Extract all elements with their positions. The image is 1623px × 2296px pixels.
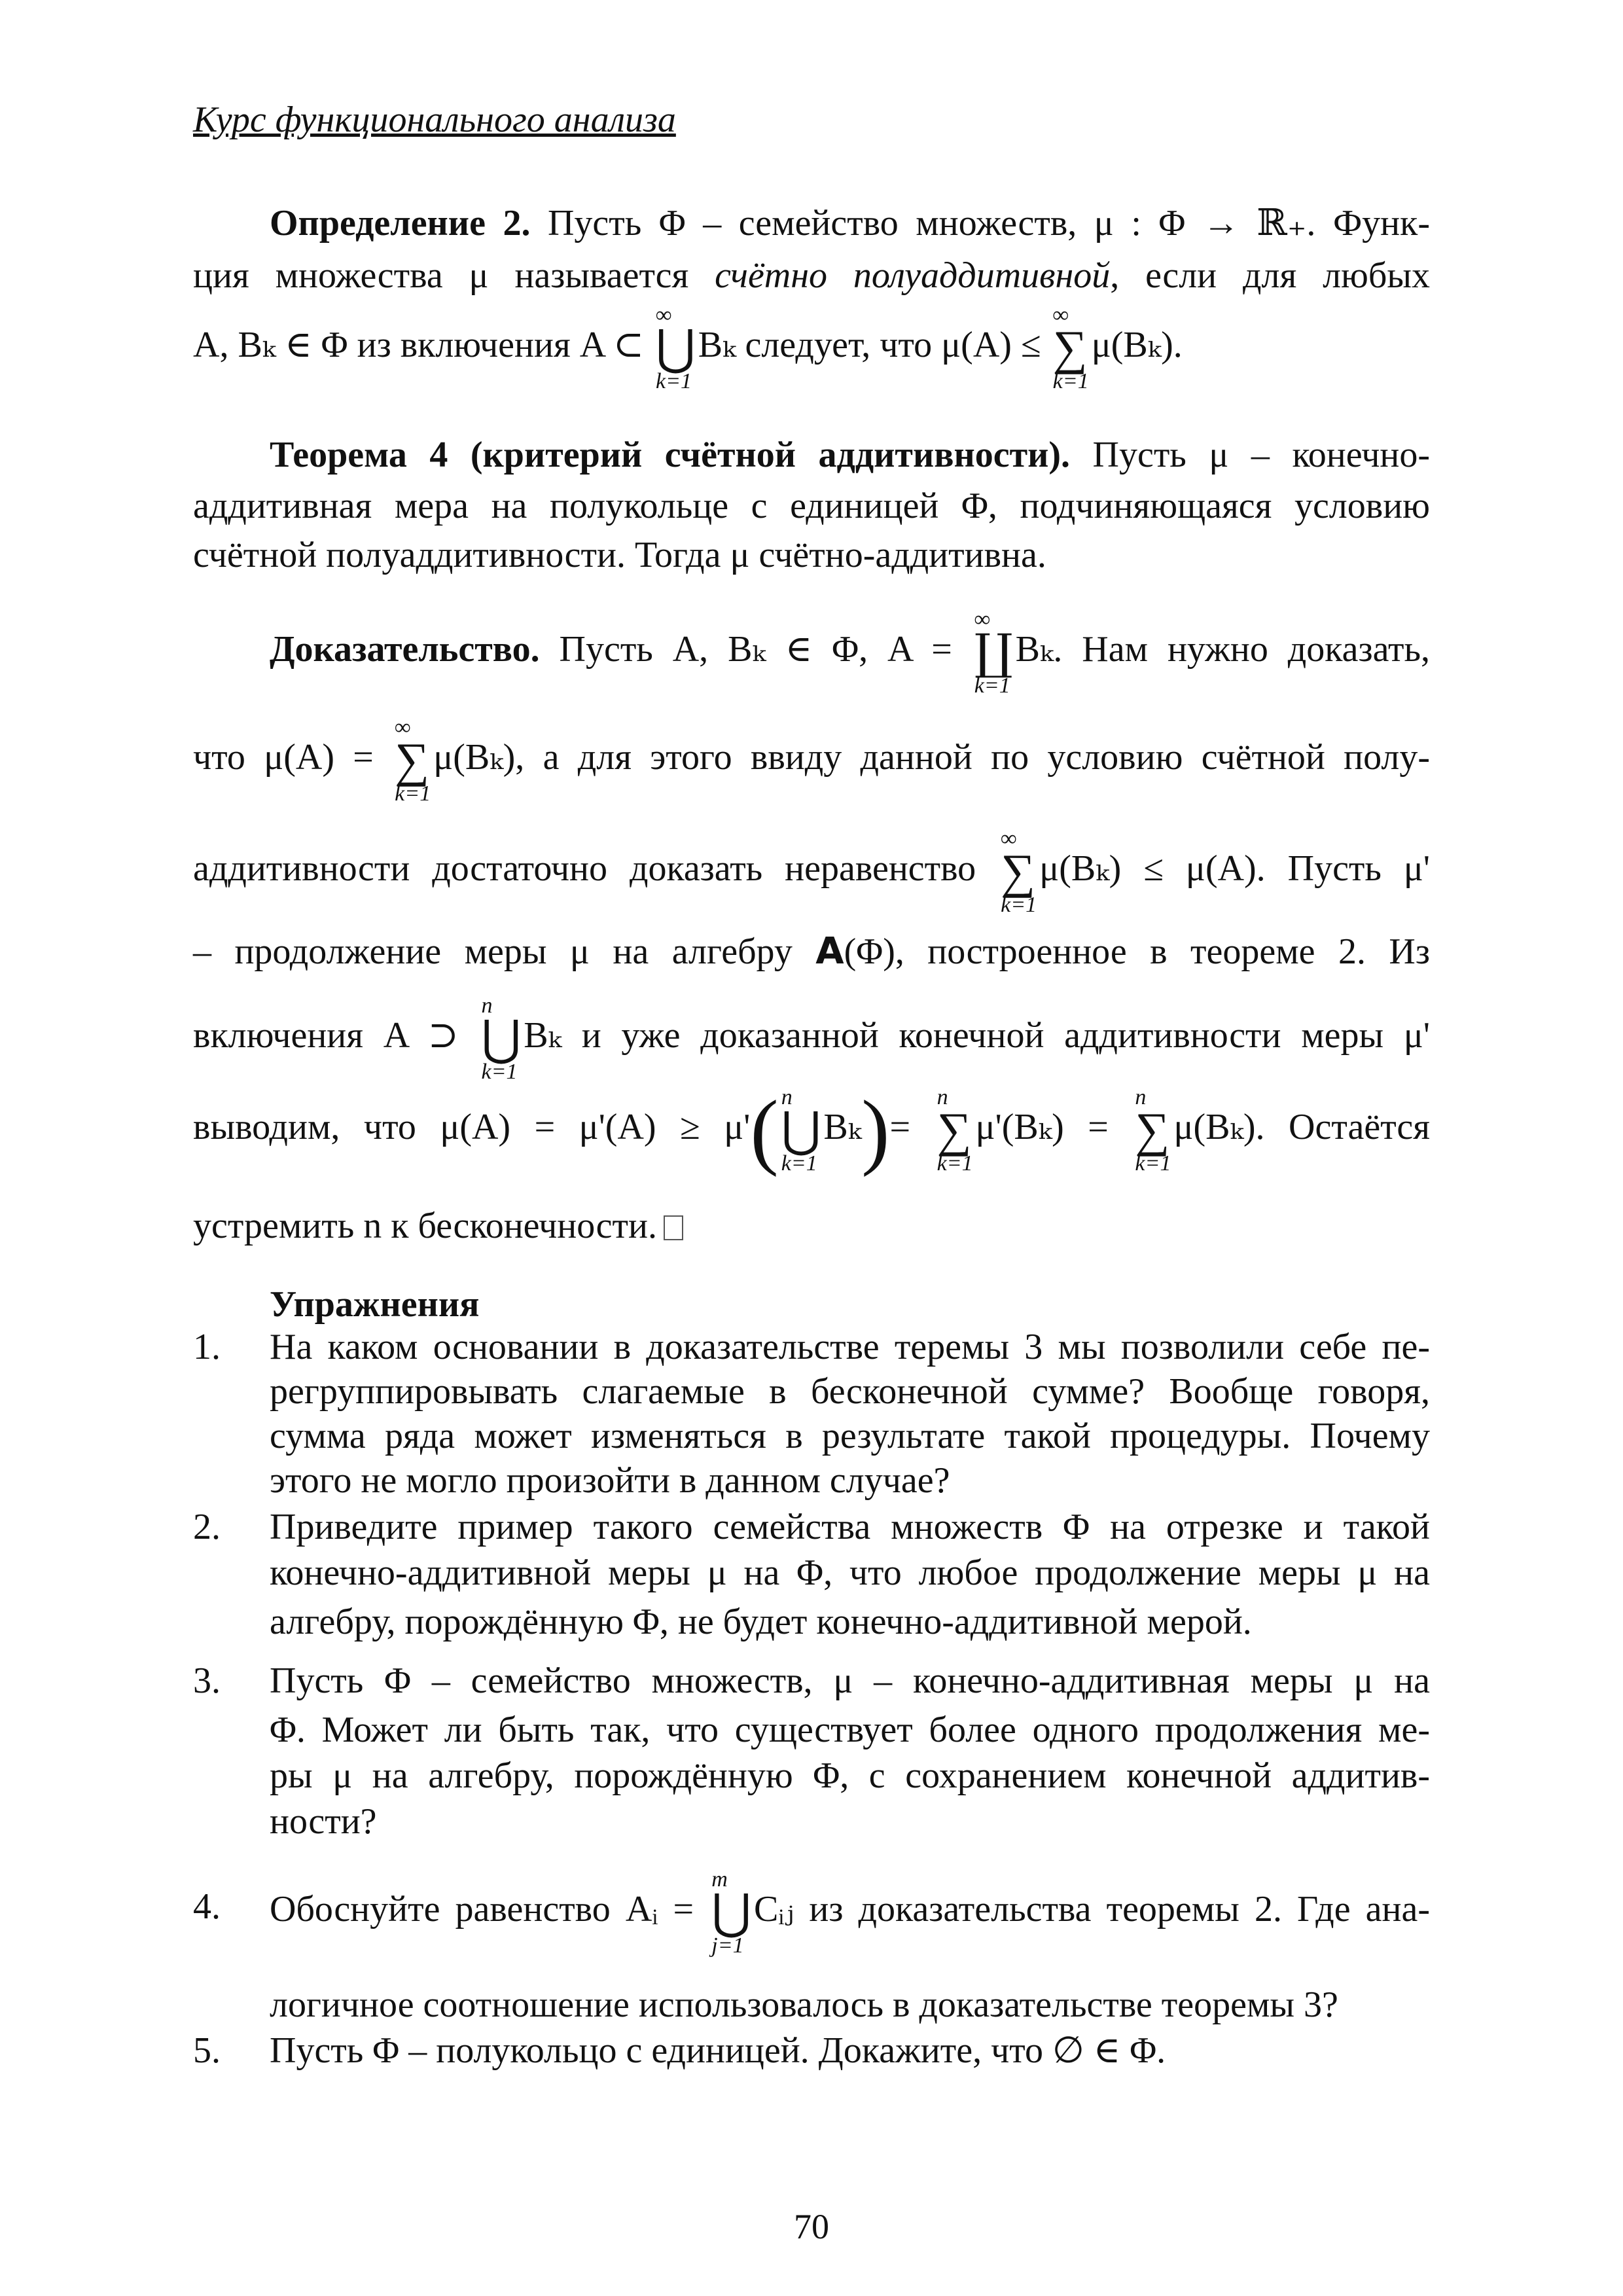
definition-line-3: A, Bₖ ∈ Φ из включения A ⊂ ∞ ⋃ k=1 Bₖ следует, что μ(A) ≤ ∞ ∑ k=1 μ(Bₖ). (193, 303, 1183, 393)
definition-title: Определение 2. (270, 203, 531, 243)
sum-operator: n ∑ k=1 (1135, 1085, 1171, 1175)
theorem-line-2: аддитивная мера на полукольце с единицей Φ, подчиняющаяся условию (193, 486, 1430, 526)
qed-icon (664, 1215, 683, 1240)
exercise-1-number: 1. (193, 1327, 221, 1367)
proof-title: Доказательство. (270, 629, 540, 670)
union-operator: n ⋃ k=1 (481, 994, 522, 1084)
exercise-4-number: 4. (193, 1886, 221, 1927)
sum-operator: n ∑ k=1 (936, 1085, 973, 1175)
coproduct-operator: ∞ ∐ k=1 (974, 607, 1013, 698)
exercise-3-line: ности? (270, 1801, 377, 1842)
exercise-3-line: ры μ на алгебру, порождённую Φ, с сохранением конечной аддитив- (270, 1755, 1430, 1796)
proof-line-2: что μ(A) = ∞ ∑ k=1 μ(Bₖ), а для этого ввиду данной по условию счётной полу- (193, 715, 1431, 806)
proof-line-3: аддитивности достаточно доказать неравенство ∞ ∑ k=1 μ(Bₖ) ≤ μ(A). Пусть μ' (193, 827, 1431, 917)
sum-operator: ∞ ∑ k=1 (1052, 303, 1089, 393)
theorem-line-3: счётной полуаддитивности. Тогда μ счётно-аддитивна. (193, 535, 1046, 575)
exercise-1-line: этого не могло произойти в данном случае? (270, 1460, 950, 1501)
sum-operator: ∞ ∑ k=1 (1001, 827, 1037, 917)
proof-line-5: включения A ⊃ n ⋃ k=1 Bₖ и уже доказанной конечной аддитивности меры μ' (193, 994, 1430, 1084)
exercises-title: Упражнения (270, 1284, 480, 1325)
proof-line-7: устремить n к бесконечности. (193, 1204, 1430, 1248)
exercise-1-line: На каком основании в доказательстве теремы 3 мы позволили себе пе- (270, 1327, 1430, 1367)
sum-operator: ∞ ∑ k=1 (395, 715, 431, 806)
exercise-4-line: Обоснуйте равенство Aᵢ = m ⋃ j=1 Cᵢⱼ из доказательства теоремы 2. Где ана- (270, 1867, 1431, 1958)
definition-line-2: ция множества μ называется счётно полуаддитивной, если для любых (193, 255, 1430, 296)
exercise-4-line: логичное соотношение использовалось в доказательстве теоремы 3? (270, 1984, 1338, 2025)
running-header: Курс функционального анализа (193, 99, 676, 140)
exercise-2-line: конечно-аддитивной меры μ на Φ, что любое продолжение меры μ на (270, 1552, 1430, 1593)
page-number: 70 (794, 2207, 829, 2246)
union-operator: ∞ ⋃ k=1 (655, 303, 696, 393)
union-operator: n ⋃ k=1 (781, 1085, 821, 1175)
exercise-2-line: алгебру, порождённую Φ, не будет конечно-аддитивной мерой. (270, 1602, 1252, 1642)
exercise-3-line: Φ. Может ли быть так, что существует более одного продолжения ме- (270, 1710, 1430, 1750)
exercise-2-line: Приведите пример такого семейства множеств Φ на отрезке и такой (270, 1507, 1430, 1547)
proof-line-4: – продолжение меры μ на алгебру A(Φ), построенное в теореме 2. Из (193, 930, 1430, 973)
theorem-line-1: Теорема 4 (критерий счётной аддитивности). Пусть μ – конечно- (270, 435, 1431, 475)
exercise-3-line: Пусть Φ – семейство множеств, μ – конечно-аддитивная меры μ на (270, 1660, 1431, 1701)
exercise-5-line: Пусть Φ – полукольцо с единицей. Докажите, что ∅ ∈ Φ. (270, 2030, 1166, 2071)
union-operator: m ⋃ j=1 (711, 1867, 751, 1958)
theorem-title: Теорема 4 (критерий счётной аддитивности). (270, 435, 1070, 475)
exercise-2-number: 2. (193, 1507, 221, 1547)
proof-line-6: выводим, что μ(A) = μ'(A) ≥ μ'( n ⋃ k=1 Bₖ)= n ∑ k=1 μ'(Bₖ) = n ∑ k=1 μ(Bₖ). Остаётся (193, 1083, 1430, 1178)
exercise-3-number: 3. (193, 1660, 221, 1701)
exercise-1-line: регруппировывать слагаемые в бесконечной сумме? Вообще говоря, (270, 1371, 1430, 1412)
exercise-5-number: 5. (193, 2030, 221, 2071)
definition-line-1: Определение 2. Пусть Φ – семейство множеств, μ : Φ → ℝ₊. Функ- (270, 203, 1431, 243)
proof-line-1: Доказательство. Пусть A, Bₖ ∈ Φ, A = ∞ ∐ k=1 Bₖ. Нам нужно доказать, (270, 607, 1430, 698)
exercise-1-line: сумма ряда может изменяться в результате такой процедуры. Почему (270, 1416, 1430, 1456)
